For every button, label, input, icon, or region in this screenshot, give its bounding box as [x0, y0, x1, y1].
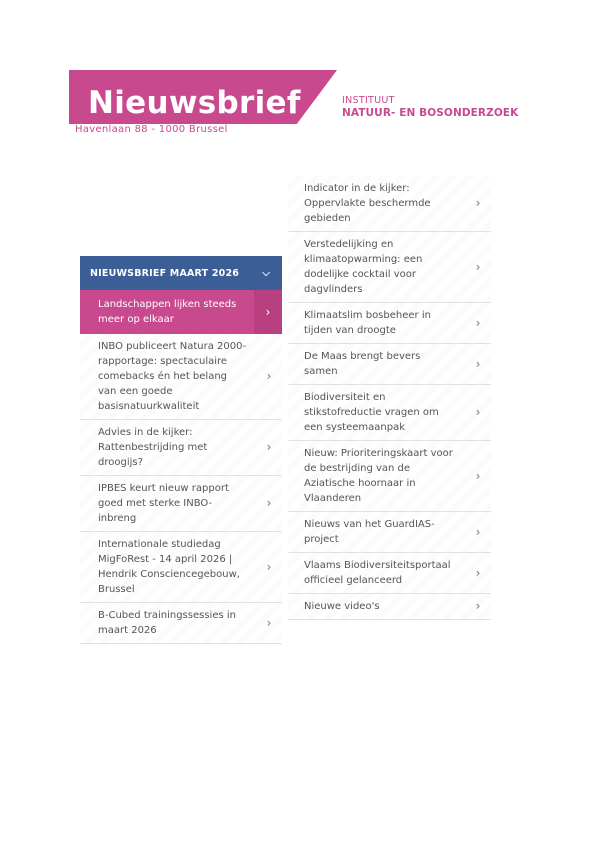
menu-item-label: De Maas brengt bevers samen — [304, 351, 421, 377]
menu-item-guardias[interactable] — [288, 512, 491, 553]
institute-name-line2: NATUUR- EN BOSONDERZOEK — [342, 107, 519, 119]
chevron-right-icon: › — [266, 615, 272, 630]
menu-item-dagvlinders[interactable] — [288, 232, 491, 303]
institute-name-line1: INSTITUUT — [342, 95, 395, 106]
menu-item-label: Advies in de kijker: Rattenbestrijding met droogijs? — [98, 427, 208, 468]
newsletter-title: Nieuwsbrief — [88, 85, 301, 121]
menu-item-label: Internationale studiedag MigFoRest - 14 april 2026 | Hendrik Consciencegebouw, Brussel — [98, 539, 240, 595]
left-menu — [80, 256, 282, 644]
menu-item-bcubed[interactable] — [80, 603, 282, 644]
chevron-right-icon: › — [266, 559, 272, 574]
menu-item-label: Nieuws van het GuardIAS-project — [304, 519, 435, 545]
chevron-right-icon: › — [266, 496, 272, 510]
chevron-right-icon: › — [475, 405, 481, 419]
chevron-right-icon: › — [475, 356, 481, 371]
chevron-right-icon: › — [254, 290, 282, 334]
menu-item-label: Landschappen lijken steeds meer op elkaar — [98, 299, 237, 325]
menu-item-label: B-Cubed trainingssessies in maart 2026 — [98, 610, 236, 636]
right-menu — [288, 176, 491, 620]
menu-item-stikstof[interactable] — [288, 385, 491, 441]
menu-item-label: IPBES keurt nieuw rapport goed met sterke INBO-inbreng — [98, 483, 229, 524]
menu-item-bevers[interactable] — [288, 344, 491, 385]
menu-item-label: INBO publiceert Natura 2000-rapportage: spectaculaire comebacks én het belang van een goede basisnatuurkwaliteit — [98, 341, 247, 412]
menu-item-ipbes[interactable] — [80, 476, 282, 532]
chevron-right-icon: › — [475, 259, 481, 274]
menu-item-bosbeheer[interactable] — [288, 303, 491, 344]
menu-item-migforest[interactable] — [80, 532, 282, 603]
chevron-right-icon: › — [266, 440, 272, 454]
menu-item-label: Indicator in de kijker: Oppervlakte beschermde gebieden — [304, 183, 431, 224]
menu-header-nieuwsbrief[interactable] — [80, 256, 282, 290]
menu-item-label: Nieuw: Prioriteringskaart voor de bestrijding van de Aziatische hoornaar in Vlaanderen — [304, 448, 453, 504]
menu-header-label: NIEUWSBRIEF MAART 2026 — [90, 267, 240, 279]
menu-item-label: Verstedelijking en klimaatopwarming: een dodelijke cocktail voor dagvlinders — [304, 239, 423, 295]
chevron-right-icon: › — [266, 369, 272, 383]
menu-item-label: Klimaatslim bosbeheer in tijden van droogte — [304, 310, 431, 336]
chevron-down-icon: ⌵ — [262, 267, 270, 279]
menu-item-hoornaar[interactable] — [288, 441, 491, 512]
menu-item-indicator[interactable] — [288, 176, 491, 232]
chevron-right-icon: › — [475, 599, 481, 613]
chevron-right-icon: › — [475, 196, 481, 210]
chevron-right-icon: › — [475, 524, 481, 539]
chevron-right-icon: › — [475, 315, 481, 330]
chevron-right-icon: › — [475, 565, 481, 580]
menu-item-biodiversiteitsportaal[interactable] — [288, 553, 491, 594]
menu-item-landschappen[interactable] — [80, 290, 282, 334]
chevron-right-icon: › — [475, 468, 481, 483]
menu-item-videos[interactable] — [288, 594, 491, 620]
menu-item-label: Nieuwe video's — [304, 601, 380, 612]
menu-item-label: Biodiversiteit en stikstofreductie vragen om een systeemaanpak — [304, 392, 439, 433]
address: Havenlaan 88 - 1000 Brussel — [75, 124, 228, 135]
menu-item-natura2000[interactable] — [80, 334, 282, 420]
menu-item-rattenbestrijding[interactable] — [80, 420, 282, 476]
menu-item-label: Vlaams Biodiversiteitsportaal officieel gelanceerd — [304, 560, 451, 586]
